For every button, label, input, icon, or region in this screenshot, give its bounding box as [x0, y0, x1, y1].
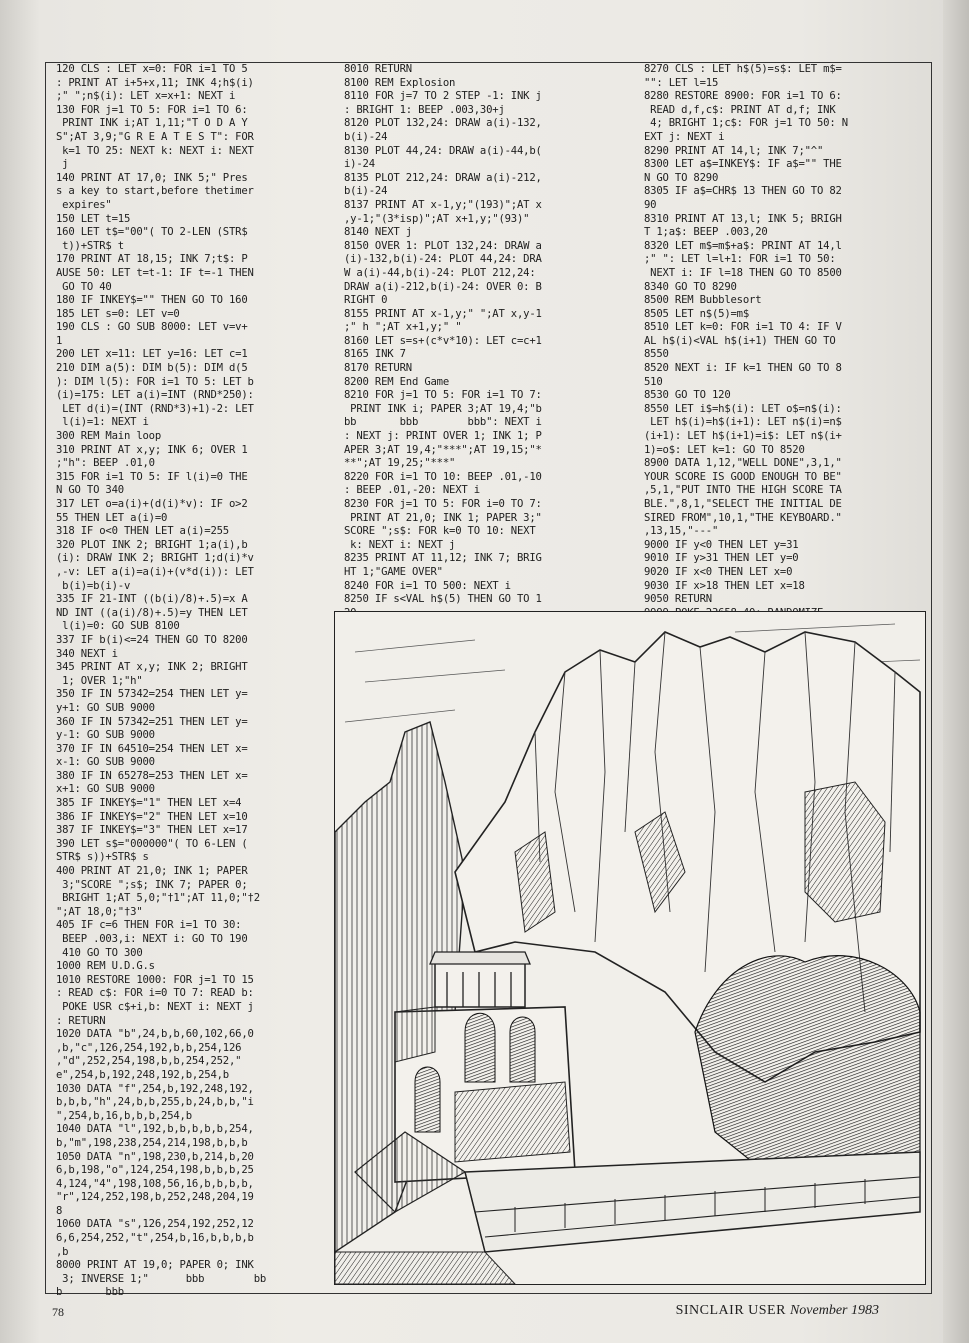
code-line: b,"m",198,238,254,214,198,b,b,b	[56, 1136, 248, 1149]
code-line: 9010 IF y>31 THEN LET y=0	[644, 552, 799, 565]
code-line: 6,6,254,252,"t",254,b,16,b,b,b,b	[56, 1232, 254, 1245]
code-line: x-1: GO SUB 9000	[56, 756, 155, 769]
code-line: b(i)=b(i)-v	[56, 579, 131, 592]
code-line: 385 IF INKEY$="1" THEN LET x=4	[56, 797, 242, 810]
code-line: READ d,f,c$: PRINT AT d,f; INK	[644, 103, 836, 116]
magazine-issue: November 1983	[789, 1303, 879, 1318]
code-line: S";AT 3,9;"G R E A T E S T": FOR	[56, 130, 254, 143]
code-line: 9030 IF x>18 THEN LET x=18	[644, 579, 805, 592]
code-line: ;"h": BEEP .01,0	[56, 457, 155, 470]
code-line: 8137 PRINT AT x-1,y;"(193)";AT x	[344, 198, 542, 211]
code-line: 335 IF 21-INT ((b(i)/8)+.5)=x A	[56, 593, 248, 606]
code-line: 1050 DATA "n",198,230,b,214,b,20	[56, 1150, 254, 1163]
code-line: bb bbb bbb": NEXT i	[344, 416, 542, 429]
code-line: 9000 IF y<0 THEN LET y=31	[644, 538, 799, 551]
code-line: 3;"SCORE ";s$; INK 7; PAPER 0;	[56, 878, 248, 891]
code-line: : RETURN	[56, 1014, 106, 1027]
code-line: y-1: GO SUB 9000	[56, 729, 155, 742]
code-line: 350 IF IN 57342=254 THEN LET y=	[56, 688, 248, 701]
code-line: ;" ";n$(i): LET x=x+1: NEXT i	[56, 90, 236, 103]
code-line: ,-v: LET a(i)=a(i)+(v*d(i)): LET	[56, 565, 254, 578]
code-line: t))+STR$ t	[56, 239, 124, 252]
code-line: 4; BRIGHT 1;c$: FOR j=1 TO 50: N	[644, 117, 848, 130]
code-line: ,y-1;"(3*isp)";AT x+1,y;"(93)"	[344, 212, 530, 225]
code-line: LET d(i)=(INT (RND*3)+1)-2: LET	[56, 402, 254, 415]
code-line: N GO TO 8290	[644, 171, 719, 184]
code-line: l(i)=0: GO SUB 8100	[56, 620, 180, 633]
code-line: 8240 FOR i=1 TO 500: NEXT i	[344, 579, 511, 592]
code-line: ,b	[56, 1245, 69, 1258]
code-line: ,13,15,"---"	[644, 525, 719, 538]
code-line: GO TO 40	[56, 280, 112, 293]
code-line: 8550	[644, 348, 669, 361]
code-line: PRINT INK i; PAPER 3;AT 19,4;"b	[344, 402, 542, 415]
code-line: DRAW a(i)-212,b(i)-24: OVER 0: B	[344, 280, 542, 293]
code-line: : BRIGHT 1: BEEP .003,30+j	[344, 103, 505, 116]
code-line: 9020 IF x<0 THEN LET x=0	[644, 565, 793, 578]
code-line: 8170 RETURN	[344, 362, 412, 375]
code-line: T 1;a$: BEEP .003,20	[644, 226, 768, 239]
code-line: (i)=175: LET a(i)=INT (RND*250):	[56, 389, 254, 402]
code-line: APER 3;AT 19,4;"***";AT 19,15;"*	[344, 443, 542, 456]
code-line: 8135 PLOT 212,24: DRAW a(i)-212,	[344, 171, 542, 184]
code-line: 210 DIM a(5): DIM b(5): DIM d(5	[56, 362, 248, 375]
code-line: POKE USR c$+i,b: NEXT i: NEXT j	[56, 1000, 254, 1013]
code-line: 200 LET x=11: LET y=16: LET c=1	[56, 348, 248, 361]
code-line: (i): DRAW INK 2; BRIGHT 1;d(i)*v	[56, 552, 254, 565]
code-line: PRINT INK i;AT 1,11;"T O D A Y	[56, 117, 248, 130]
code-line: BEEP .003,i: NEXT i: GO TO 190	[56, 933, 248, 945]
code-line: 8530 GO TO 120	[644, 389, 731, 402]
code-line: ;" h ";AT x+1,y;" "	[344, 321, 462, 334]
code-line: 8300 LET a$=INKEY$: IF a$="" THE	[644, 158, 842, 171]
code-line: 150 LET t=15	[56, 212, 131, 225]
code-line: **";AT 19,25;"***"	[344, 457, 456, 470]
code-line: 405 IF c=6 THEN FOR i=1 TO 30:	[56, 919, 242, 932]
code-line: 345 PRINT AT x,y; INK 2; BRIGHT	[56, 661, 248, 674]
code-line: ,b,"c",126,254,192,b,b,254,126	[56, 1041, 242, 1054]
code-line: 8210 FOR j=1 TO 5: FOR i=1 TO 7:	[344, 389, 542, 402]
code-line: ,5,1,"PUT INTO THE HIGH SCORE TA	[644, 484, 842, 497]
code-line: 8230 FOR j=1 TO 5: FOR i=0 TO 7:	[344, 498, 542, 510]
code-line: 317 LET o=a(i)+(d(i)*v): IF o>2	[56, 498, 248, 510]
code-line: NEXT i: IF l=18 THEN GO TO 8500	[644, 266, 842, 279]
code-line: expires"	[56, 198, 112, 211]
code-line: 1	[56, 334, 63, 347]
listing-column-1	[56, 63, 334, 1299]
code-line: W a(i)-44,b(i)-24: PLOT 212,24:	[344, 266, 536, 279]
code-line: 8120 PLOT 132,24: DRAW a(i)-132,	[344, 117, 542, 130]
code-line: 380 IF IN 65278=253 THEN LET x=	[56, 769, 248, 782]
code-line: 390 LET s$="000000"( TO 6-LEN (	[56, 837, 248, 850]
code-line: 3; INVERSE 1;" bbb bb	[56, 1272, 267, 1285]
code-line: 8900 DATA 1,12,"WELL DONE",3,1,"	[644, 457, 842, 470]
code-line: 6,b,198,"o",124,254,198,b,b,b,25	[56, 1164, 254, 1177]
code-line: SIRED FROM",10,1,"THE KEYBOARD."	[644, 511, 842, 524]
code-line: ): DIM l(5): FOR i=1 TO 5: LET b	[56, 375, 254, 388]
code-line: 185 LET s=0: LET v=0	[56, 307, 180, 320]
code-line: 8150 OVER 1: PLOT 132,24: DRAW a	[344, 239, 542, 252]
code-line: 410 GO TO 300	[56, 946, 143, 959]
code-line: 170 PRINT AT 18,15; INK 7;t$: P	[56, 253, 248, 266]
code-line: b bbb	[56, 1286, 124, 1299]
code-line: 8110 FOR j=7 TO 2 STEP -1: INK j	[344, 90, 542, 103]
code-line: 1010 RESTORE 1000: FOR j=1 TO 15	[56, 973, 254, 986]
page-number: 78	[52, 1305, 64, 1319]
code-line: 315 FOR i=1 TO 5: IF l(i)=0 THE	[56, 470, 248, 483]
code-line: 320 PLOT INK 2; BRIGHT 1;a(i),b	[56, 538, 248, 551]
code-line: "r",124,252,198,b,252,248,204,19	[56, 1191, 254, 1204]
code-line: 510	[644, 375, 663, 388]
code-line: N GO TO 340	[56, 484, 124, 497]
code-line: 1040 DATA "l",192,b,b,b,b,b,254,	[56, 1123, 254, 1136]
code-line: 8130 PLOT 44,24: DRAW a(i)-44,b(	[344, 144, 542, 157]
code-line: HT 1;"GAME OVER"	[344, 565, 443, 578]
code-line: k: NEXT i: NEXT j	[344, 538, 456, 551]
code-line: 8100 REM Explosion	[344, 76, 456, 89]
code-line: 318 IF o<0 THEN LET a(i)=255	[56, 525, 229, 538]
code-line: 300 REM Main loop	[56, 430, 162, 443]
code-line: 8505 LET n$(5)=m$	[644, 307, 750, 320]
code-line: 1)=o$: LET k=1: GO TO 8520	[644, 443, 805, 456]
code-line: 8500 REM Bubblesort	[644, 294, 762, 307]
code-line: l(i)=1: NEXT i	[56, 416, 149, 429]
code-line: 8280 RESTORE 8900: FOR i=1 TO 6:	[644, 90, 842, 103]
code-line: 8305 IF a$=CHR$ 13 THEN GO TO 82	[644, 185, 842, 198]
code-line: 340 NEXT i	[56, 647, 118, 660]
magazine-title: SINCLAIR USER	[675, 1303, 786, 1318]
code-line: 1060 DATA "s",126,254,192,252,12	[56, 1218, 254, 1231]
code-line: 8010 RETURN	[344, 63, 412, 75]
code-line: "": LET l=15	[644, 76, 719, 89]
code-line: PRINT AT 21,0; INK 1; PAPER 3;"	[344, 511, 542, 524]
page-spine-shadow	[943, 0, 969, 1343]
code-line: 360 IF IN 57342=251 THEN LET y=	[56, 715, 248, 728]
code-line: s a key to start,before thetimer	[56, 185, 254, 198]
code-line: k=1 TO 25: NEXT k: NEXT i: NEXT	[56, 144, 254, 157]
code-line: 55 THEN LET a(i)=0	[56, 511, 168, 524]
code-line: b(i)-24	[344, 185, 388, 198]
code-line: 8140 NEXT j	[344, 226, 412, 239]
code-line: 8290 PRINT AT 14,l; INK 7;"^"	[644, 144, 824, 157]
canyon-city-illustration	[334, 611, 926, 1285]
code-line: 8270 CLS : LET h$(5)=s$: LET m$=	[644, 63, 842, 75]
code-line: : READ c$: FOR i=0 TO 7: READ b:	[56, 987, 254, 1000]
code-line: 8235 PRINT AT 11,12; INK 7; BRIG	[344, 552, 542, 565]
code-line: 8200 REM End Game	[344, 375, 450, 388]
code-line: b,b,b,"h",24,b,b,255,b,24,b,b,"i	[56, 1096, 254, 1109]
code-line: (i+1): LET h$(i+1)=i$: LET n$(i+	[644, 430, 842, 443]
code-line: e",254,b,192,248,192,b,254,b	[56, 1068, 229, 1081]
code-line: (i)-132,b(i)-24: PLOT 44,24: DRA	[344, 253, 542, 266]
code-line: j	[56, 158, 69, 171]
listing-column-2	[344, 63, 634, 608]
code-line: b(i)-24	[344, 130, 388, 143]
code-line: 1020 DATA "b",24,b,b,60,102,66,0	[56, 1028, 254, 1041]
code-line: 8320 LET m$=m$+a$: PRINT AT 14,l	[644, 239, 842, 252]
code-line: 1; OVER 1;"h"	[56, 674, 143, 687]
code-line: 370 IF IN 64510=254 THEN LET x=	[56, 742, 248, 755]
code-line: 4,124,"4",198,108,56,16,b,b,b,b,	[56, 1177, 254, 1190]
code-line: 130 FOR j=1 TO 5: FOR i=1 TO 6:	[56, 103, 248, 116]
code-line: YOUR SCORE IS GOOD ENOUGH TO BE"	[644, 470, 842, 483]
code-line: 8510 LET k=0: FOR i=1 TO 4: IF V	[644, 321, 842, 334]
magazine-footer	[676, 1303, 879, 1319]
illustration-drawing	[335, 612, 925, 1284]
code-line: 8340 GO TO 8290	[644, 280, 737, 293]
code-line: x+1: GO SUB 9000	[56, 783, 155, 796]
code-line: 8550 LET i$=h$(i): LET o$=n$(i):	[644, 402, 842, 415]
code-line: 310 PRINT AT x,y; INK 6; OVER 1	[56, 443, 248, 456]
code-line: RIGHT 0	[344, 294, 388, 307]
code-line: 8250 IF s<VAL h$(5) THEN GO TO 1	[344, 593, 542, 606]
code-line: SCORE ";s$: FOR k=0 TO 10: NEXT	[344, 525, 536, 538]
code-line: 180 IF INKEY$="" THEN GO TO 160	[56, 294, 248, 307]
code-line: AUSE 50: LET t=t-1: IF t=-1 THEN	[56, 266, 254, 279]
code-line: 386 IF INKEY$="2" THEN LET x=10	[56, 810, 248, 823]
code-line: 8520 NEXT i: IF k=1 THEN GO TO 8	[644, 362, 842, 375]
code-line: 8165 INK 7	[344, 348, 406, 361]
code-line: 160 LET t$="00"( TO 2-LEN (STR$	[56, 226, 248, 239]
code-line: 8155 PRINT AT x-1,y;" ";AT x,y-1	[344, 307, 542, 320]
code-line: 8220 FOR i=1 TO 10: BEEP .01,-10	[344, 470, 542, 483]
code-line: 1000 REM U.D.G.s	[56, 960, 155, 973]
code-line: : BEEP .01,-20: NEXT i	[344, 484, 480, 497]
code-line: ;" ": LET l=l+1: FOR i=1 TO 50:	[644, 253, 836, 266]
listing-column-3	[644, 63, 926, 608]
code-line: STR$ s))+STR$ s	[56, 851, 149, 864]
code-line: BLE.",8,1,"SELECT THE INITIAL DE	[644, 498, 842, 510]
code-line: 1030 DATA "f",254,b,192,248,192,	[56, 1082, 254, 1095]
code-line: 90	[644, 198, 657, 211]
code-line: EXT j: NEXT i	[644, 130, 725, 143]
listing-frame	[45, 62, 932, 1299]
code-line: LET h$(i)=h$(i+1): LET n$(i)=n$	[644, 416, 842, 429]
code-line: : PRINT AT i+5+x,11; INK 4;h$(i)	[56, 76, 254, 89]
code-line: 337 IF b(i)<=24 THEN GO TO 8200	[56, 633, 248, 646]
code-line: ";AT 18,0;"†3"	[56, 905, 143, 918]
code-line: 140 PRINT AT 17,0; INK 5;" Pres	[56, 171, 248, 184]
code-line: 8	[56, 1204, 63, 1217]
code-line: ,"d",252,254,198,b,b,254,252,"	[56, 1055, 242, 1068]
code-line: 400 PRINT AT 21,0; INK 1; PAPER	[56, 865, 248, 878]
code-line: y+1: GO SUB 9000	[56, 701, 155, 714]
code-line: 8160 LET s=s+(c*v*10): LET c=c+1	[344, 334, 542, 347]
code-line: AL h$(i)<VAL h$(i+1) THEN GO TO	[644, 334, 836, 347]
code-line: 9050 RETURN	[644, 593, 712, 606]
code-line: 120 CLS : LET x=0: FOR i=1 TO 5	[56, 63, 248, 75]
code-line: 8000 PRINT AT 19,0; PAPER 0; INK	[56, 1259, 254, 1272]
code-line: ND INT ((a(i)/8)+.5)=y THEN LET	[56, 606, 248, 619]
code-line: ",254,b,16,b,b,b,254,b	[56, 1109, 192, 1122]
code-line: 387 IF INKEY$="3" THEN LET x=17	[56, 824, 248, 837]
code-line: i)-24	[344, 158, 375, 171]
code-line: 8310 PRINT AT 13,l; INK 5; BRIGH	[644, 212, 842, 225]
code-line: : NEXT j: PRINT OVER 1; INK 1; P	[344, 430, 542, 443]
code-line: BRIGHT 1;AT 5,0;"†1";AT 11,0;"†2	[56, 892, 260, 905]
code-line: 190 CLS : GO SUB 8000: LET v=v+	[56, 321, 248, 334]
